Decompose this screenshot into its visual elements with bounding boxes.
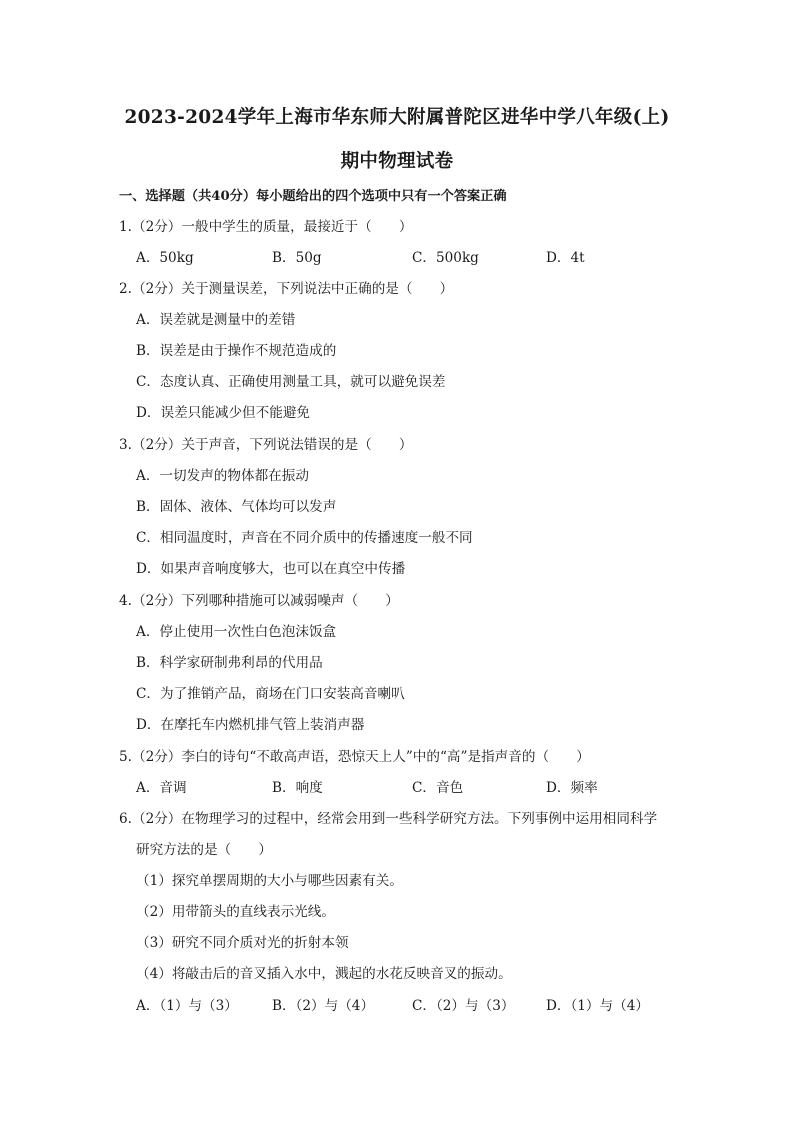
question-3-option-c: C．相同温度时，声音在不同介质中的传播速度一般不同: [136, 530, 473, 546]
question-2-option-a: A．误差就是测量中的差错: [136, 312, 296, 328]
question-2-option-d: D．误差只能减少但不能避免: [136, 405, 311, 421]
question-3-stem: 3.（2分）关于声音，下列说法错误的是（ ）: [119, 437, 413, 453]
question-4-option-d: D．在摩托车内燃机排气管上装消声器: [136, 717, 365, 733]
question-5-option-a: A．音调: [136, 780, 187, 796]
exam-title-line2: 期中物理试卷: [340, 151, 454, 172]
question-3-option-a: A．一切发声的物体都在振动: [136, 468, 309, 484]
question-2-stem: 2.（2分）关于测量误差，下列说法中正确的是（ ）: [119, 281, 454, 297]
question-2-option-b: B．误差是由于操作不规范造成的: [136, 343, 337, 359]
question-6-option-d: D．（1）与（4）: [546, 998, 649, 1014]
question-6-option-a: A．（1）与（3）: [136, 998, 238, 1014]
question-5-option-d: D．频率: [546, 780, 598, 796]
question-4-option-a: A．停止使用一次性白色泡沫饭盒: [136, 624, 337, 640]
question-6-option-c: C．（2）与（3）: [412, 998, 515, 1014]
question-1-stem: 1.（2分）一般中学生的质量，最接近于（ ）: [119, 219, 413, 235]
question-5-option-b: B．响度: [272, 780, 323, 796]
question-4-stem: 4.（2分）下列哪种措施可以减弱噪声（ ）: [119, 593, 399, 609]
section-heading: 一、选择题（共40分）每小题给出的四个选项中只有一个答案正确: [119, 189, 507, 204]
question-1-option-a: A．50kg: [136, 250, 194, 266]
question-6-item-3: （3）研究不同介质对光的折射本领: [136, 935, 349, 951]
question-3-option-d: D．如果声音响度够大，也可以在真空中传播: [136, 561, 406, 577]
question-5-options: [136, 779, 696, 797]
question-6-option-b: B．（2）与（4）: [272, 998, 375, 1014]
question-6-item-1: （1）探究单摆周期的大小与哪些因素有关。: [136, 873, 403, 889]
question-6-stem-continued: 研究方法的是（ ）: [136, 842, 272, 858]
question-6-item-4: （4）将敲击后的音叉插入水中，溅起的水花反映音叉的振动。: [136, 966, 512, 982]
question-3-option-b: B．固体、液体、气体均可以发声: [136, 499, 337, 515]
question-2-option-c: C．态度认真、正确使用测量工具，就可以避免误差: [136, 374, 446, 390]
question-1-options: [136, 249, 696, 267]
question-4-option-b: B．科学家研制弗利昂的代用品: [136, 655, 323, 671]
question-6-stem: 6.（2分）在物理学习的过程中，经常会用到一些科学研究方法。下列事例中运用相同科学: [119, 811, 658, 827]
question-5-stem: 5.（2分）李白的诗句“不敢高声语，恐惊天上人”中的“高”是指声音的（ ）: [119, 749, 590, 765]
question-6-item-2: （2）用带箭头的直线表示光线。: [136, 904, 335, 920]
exam-title-line1: 2023-2024学年上海市华东师大附属普陀区进华中学八年级(上): [124, 107, 670, 128]
question-4-option-c: C．为了推销产品，商场在门口安装高音喇叭: [136, 686, 405, 702]
question-1-option-c: C．500kg: [412, 250, 479, 266]
question-6-options: [136, 997, 696, 1015]
question-1-option-d: D．4t: [546, 250, 585, 266]
question-5-option-c: C．音色: [412, 780, 464, 796]
question-1-option-b: B．50g: [272, 250, 322, 266]
